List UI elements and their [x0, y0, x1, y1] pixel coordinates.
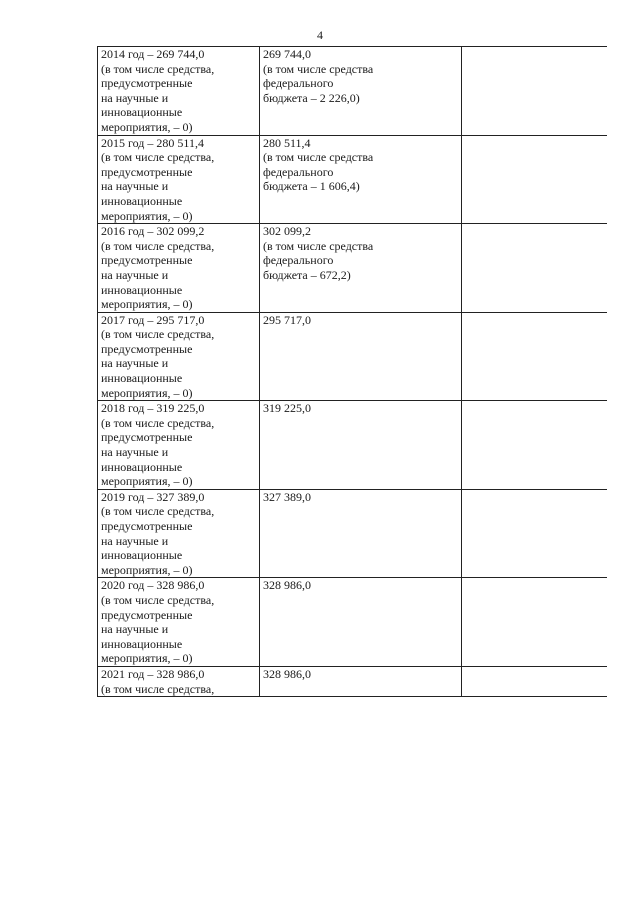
year-total-line: 2016 год – 302 099,2 [101, 224, 205, 239]
year-total-line: на научные и [101, 90, 169, 105]
note-cell [462, 312, 608, 401]
year-total-line: на научные и [101, 356, 169, 371]
amount-line: 328 986,0 [263, 666, 311, 681]
year-total-cell [98, 401, 260, 490]
amount-cell [260, 224, 462, 313]
note-cell [462, 489, 608, 578]
amount-line: 328 986,0 [263, 578, 311, 593]
table-body [98, 47, 608, 697]
note-cell [462, 135, 608, 224]
amount-cell [260, 312, 462, 401]
amount-line: (в том числе средства [263, 150, 374, 165]
year-total-line: (в том числе средства, [101, 681, 215, 696]
year-total-line: 2019 год – 327 389,0 [101, 489, 205, 504]
amount-line: 302 099,2 [263, 224, 311, 239]
year-total-line: 2020 год – 328 986,0 [101, 578, 205, 593]
year-total-line: (в том числе средства, [101, 61, 215, 76]
year-total-line: мероприятия, – 0) [101, 385, 193, 400]
amount-line: 280 511,4 [263, 135, 311, 150]
year-total-line: 2015 год – 280 511,4 [101, 135, 204, 150]
amount-line: бюджета – 2 226,0) [263, 90, 360, 105]
table-row [98, 224, 608, 313]
year-total-line: мероприятия, – 0) [101, 562, 193, 577]
year-total-line: (в том числе средства, [101, 238, 215, 253]
table-row [98, 401, 608, 490]
table-row [98, 489, 608, 578]
year-total-line: на научные и [101, 445, 169, 460]
year-total-line: 2017 год – 295 717,0 [101, 312, 205, 327]
amount-cell [260, 47, 462, 136]
note-cell [462, 47, 608, 136]
amount-line: федерального [263, 76, 334, 91]
year-total-line: (в том числе средства, [101, 415, 215, 430]
table-row [98, 578, 608, 667]
year-total-line: мероприятия, – 0) [101, 651, 193, 666]
year-total-line: мероприятия, – 0) [101, 208, 193, 223]
note-cell [462, 578, 608, 667]
year-total-line: 2014 год – 269 744,0 [101, 47, 205, 61]
year-total-line: инновационные [101, 282, 183, 297]
amount-line: 269 744,0 [263, 47, 311, 61]
amount-cell [260, 135, 462, 224]
amount-line: 327 389,0 [263, 489, 311, 504]
year-total-line: предусмотренные [101, 519, 193, 533]
year-total-line: инновационные [101, 636, 183, 651]
amount-line: бюджета – 1 606,4) [263, 179, 360, 194]
year-total-line: предусмотренные [101, 76, 193, 91]
amount-cell [260, 666, 462, 696]
year-total-line: инновационные [101, 193, 183, 208]
year-total-cell [98, 47, 260, 136]
year-total-line: (в том числе средства, [101, 327, 215, 342]
year-total-cell [98, 489, 260, 578]
year-total-line: мероприятия, – 0) [101, 119, 193, 134]
year-total-line: инновационные [101, 548, 183, 563]
year-total-line: на научные и [101, 267, 169, 282]
table-row [98, 312, 608, 401]
year-total-line: предусмотренные [101, 253, 193, 268]
year-total-line: мероприятия, – 0) [101, 297, 193, 312]
year-total-line: инновационные [101, 459, 183, 474]
table-row [98, 666, 608, 696]
year-total-line: (в том числе средства, [101, 592, 215, 607]
year-total-line: на научные и [101, 533, 169, 548]
year-total-cell [98, 578, 260, 667]
table-row [98, 47, 608, 136]
year-total-line: 2018 год – 319 225,0 [101, 401, 205, 416]
amount-line: бюджета – 672,2) [263, 267, 351, 282]
note-cell [462, 401, 608, 490]
amount-line: федерального [263, 164, 334, 179]
note-cell [462, 224, 608, 313]
amount-line: 295 717,0 [263, 312, 311, 327]
year-total-cell [98, 312, 260, 401]
year-total-line: мероприятия, – 0) [101, 474, 193, 489]
budget-table [97, 46, 607, 697]
year-total-line: (в том числе средства, [101, 150, 215, 165]
year-total-line: инновационные [101, 371, 183, 386]
amount-cell [260, 489, 462, 578]
page-number: 4 [317, 28, 323, 42]
year-total-line: предусмотренные [101, 341, 193, 356]
year-total-line: предусмотренные [101, 430, 193, 445]
table-row [98, 135, 608, 224]
year-total-line: инновационные [101, 105, 183, 120]
amount-cell [260, 401, 462, 490]
year-total-cell [98, 224, 260, 313]
amount-cell [260, 578, 462, 667]
year-total-line: на научные и [101, 622, 169, 637]
amount-line: (в том числе средства [263, 61, 374, 76]
note-cell [462, 666, 608, 696]
amount-line: федерального [263, 253, 334, 268]
year-total-line: 2021 год – 328 986,0 [101, 666, 205, 681]
year-total-line: (в том числе средства, [101, 504, 215, 519]
year-total-line: предусмотренные [101, 164, 193, 179]
year-total-line: предусмотренные [101, 607, 193, 622]
amount-line: (в том числе средства [263, 238, 374, 253]
year-total-cell [98, 135, 260, 224]
year-total-cell [98, 666, 260, 696]
amount-line: 319 225,0 [263, 401, 311, 416]
year-total-line: на научные и [101, 179, 169, 194]
